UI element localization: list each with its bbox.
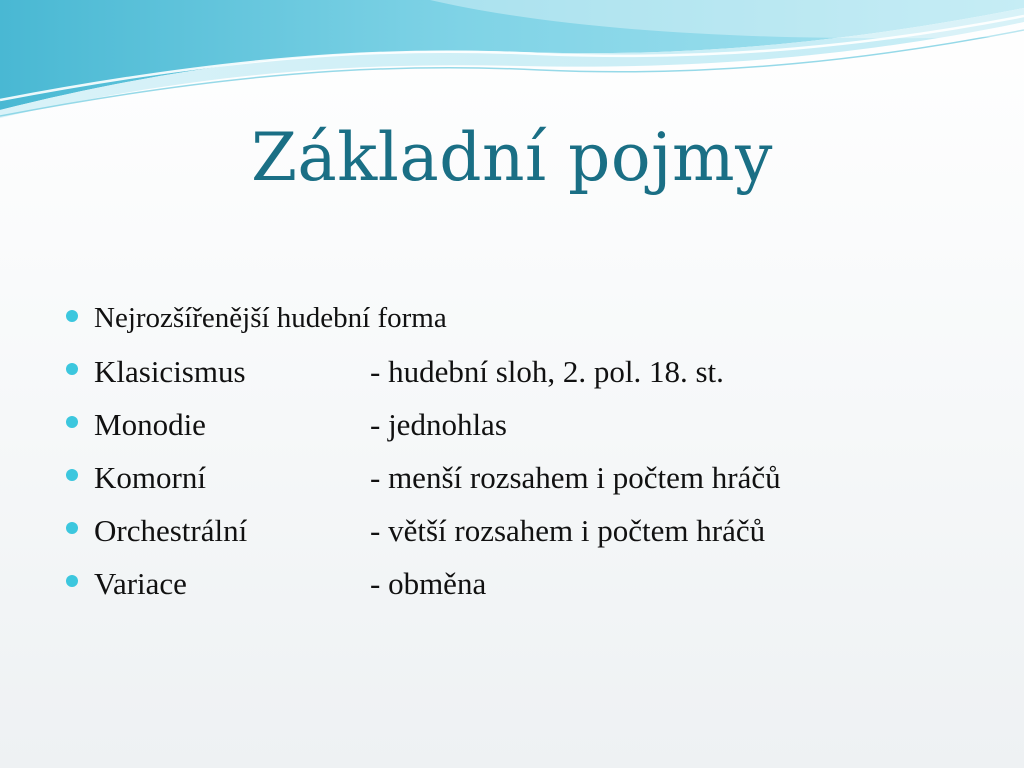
list-item [64, 557, 964, 610]
bullet-icon [66, 310, 78, 322]
term-text: Variace [94, 566, 187, 601]
definition-text: - větší rozsahem i počtem hráčů [370, 513, 766, 548]
term-text: Monodie [94, 407, 206, 442]
slide-title: Základní pojmy [251, 119, 773, 196]
list-item [64, 504, 964, 557]
bullet-icon [66, 363, 78, 375]
list-item [64, 345, 964, 398]
term-text: Nejrozšířenější hudební forma [94, 302, 447, 334]
definition-text: - obměna [370, 566, 487, 601]
bullet-icon [66, 416, 78, 428]
list-item [64, 451, 964, 504]
term-text: Klasicismus [94, 354, 246, 389]
bullet-icon [66, 522, 78, 534]
term-text: Komorní [94, 460, 206, 495]
bullet-list [64, 292, 964, 610]
definition-text: - jednohlas [370, 407, 507, 442]
list-item [64, 292, 964, 345]
bullet-icon [66, 469, 78, 481]
list-item [64, 398, 964, 451]
definition-text: - hudební sloh, 2. pol. 18. st. [370, 354, 724, 389]
header-wave-decoration [0, 0, 1024, 130]
bullet-icon [66, 575, 78, 587]
definition-text: - menší rozsahem i počtem hráčů [370, 460, 781, 495]
term-text: Orchestrální [94, 513, 248, 548]
